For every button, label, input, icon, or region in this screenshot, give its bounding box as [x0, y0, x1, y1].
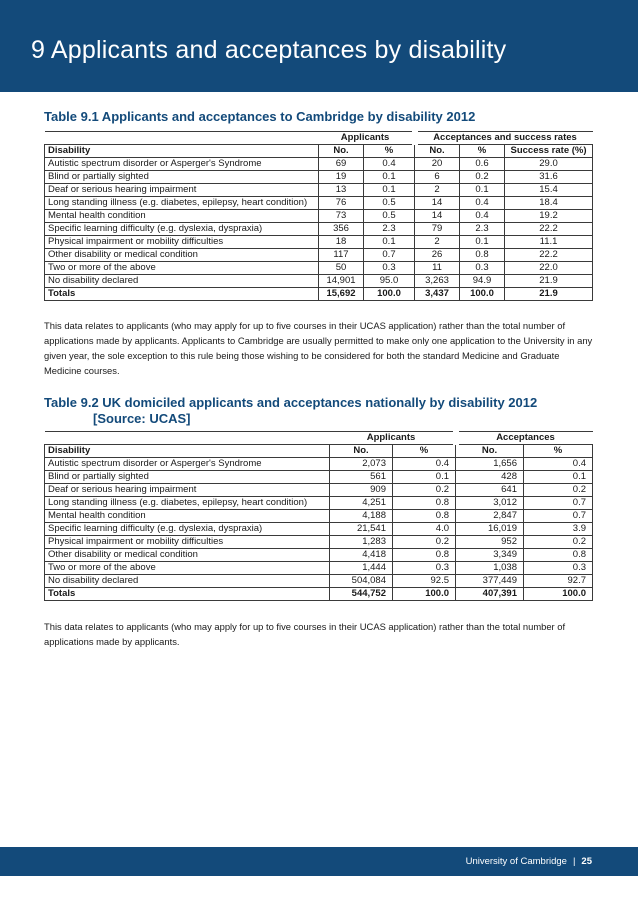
value-cell: 18 — [319, 236, 364, 249]
value-cell: 6 — [415, 171, 460, 184]
table2-column-header-row — [45, 445, 593, 458]
value-cell: 92.7 — [524, 575, 593, 588]
value-cell: 0.2 — [393, 536, 456, 549]
value-cell: 2,073 — [330, 458, 393, 471]
row-label-cell: Long standing illness (e.g. diabetes, epilepsy, heart condition) — [45, 197, 319, 210]
table2-col-acceptances-no: No. — [456, 445, 524, 458]
value-cell: 0.2 — [393, 484, 456, 497]
value-cell: 909 — [330, 484, 393, 497]
value-cell: 1,038 — [456, 562, 524, 575]
value-cell: 1,656 — [456, 458, 524, 471]
table2-col-applicants-no: No. — [330, 445, 393, 458]
totals-value: 100.0 — [393, 588, 456, 601]
footer-separator: | — [572, 856, 576, 867]
row-label-cell: Blind or partially sighted — [45, 471, 330, 484]
row-label-cell: Mental health condition — [45, 510, 330, 523]
table2-title: Table 9.2 UK domiciled applicants and acceptances nationally by disability 2012 — [44, 395, 538, 410]
table-row — [45, 536, 593, 549]
totals-value: 407,391 — [456, 588, 524, 601]
value-cell: 1,283 — [330, 536, 393, 549]
value-cell: 0.5 — [364, 210, 415, 223]
value-cell: 79 — [415, 223, 460, 236]
totals-value: 3,437 — [415, 288, 460, 301]
table1-column-header-row — [45, 145, 593, 158]
table-row — [45, 197, 593, 210]
table2-source: [Source: UCAS] — [93, 411, 191, 426]
value-cell: 26 — [415, 249, 460, 262]
value-cell: 73 — [319, 210, 364, 223]
row-label-cell: No disability declared — [45, 575, 330, 588]
value-cell: 0.6 — [460, 158, 505, 171]
row-label-cell: Physical impairment or mobility difficulties — [45, 536, 330, 549]
table2-col-acceptances-pct: % — [524, 445, 593, 458]
table2-group-header-row — [45, 432, 593, 445]
value-cell: 14 — [415, 210, 460, 223]
value-cell: 31.6 — [505, 171, 593, 184]
row-label-cell: Specific learning difficulty (e.g. dyslexia, dyspraxia) — [45, 223, 319, 236]
table-row — [45, 562, 593, 575]
table1 — [44, 131, 593, 301]
value-cell: 14 — [415, 197, 460, 210]
value-cell: 952 — [456, 536, 524, 549]
value-cell: 69 — [319, 158, 364, 171]
value-cell: 0.2 — [524, 536, 593, 549]
row-label-cell: No disability declared — [45, 275, 319, 288]
value-cell: 561 — [330, 471, 393, 484]
value-cell: 3,349 — [456, 549, 524, 562]
row-label-cell: Specific learning difficulty (e.g. dyslexia, dyspraxia) — [45, 523, 330, 536]
table1-col-applicants-pct: % — [364, 145, 415, 158]
table-row — [45, 171, 593, 184]
value-cell: 0.3 — [524, 562, 593, 575]
table-row — [45, 510, 593, 523]
totals-value: 21.9 — [505, 288, 593, 301]
value-cell: 0.8 — [524, 549, 593, 562]
value-cell: 356 — [319, 223, 364, 236]
value-cell: 16,019 — [456, 523, 524, 536]
table2-group-spacer — [45, 432, 330, 445]
row-label-cell: Physical impairment or mobility difficulties — [45, 236, 319, 249]
value-cell: 0.1 — [460, 236, 505, 249]
value-cell: 0.8 — [393, 510, 456, 523]
table1-note: This data relates to applicants (who may apply for up to five courses in their UCAS application) rather than the total number of applications made by applicants. Applicants to Cambridge are usually permitted to make only one application to the University in any given year, the sole exception to this rule being those wishing to be considered for both the standard Medicine and Graduate Medicine courses. — [44, 320, 593, 376]
value-cell: 0.3 — [393, 562, 456, 575]
value-cell: 22.0 — [505, 262, 593, 275]
value-cell: 4,188 — [330, 510, 393, 523]
value-cell: 21,541 — [330, 523, 393, 536]
table1-group-applicants: Applicants — [319, 132, 415, 145]
totals-value: 544,752 — [330, 588, 393, 601]
table2-group-applicants: Applicants — [330, 432, 456, 445]
row-label-cell: Mental health condition — [45, 210, 319, 223]
table-row — [45, 549, 593, 562]
footer-band — [0, 847, 638, 876]
value-cell: 19 — [319, 171, 364, 184]
value-cell: 0.1 — [364, 171, 415, 184]
value-cell: 14,901 — [319, 275, 364, 288]
header-band — [0, 0, 638, 92]
value-cell: 117 — [319, 249, 364, 262]
value-cell: 3.9 — [524, 523, 593, 536]
table-row — [45, 275, 593, 288]
value-cell: 0.3 — [460, 262, 505, 275]
table1-col-applicants-no: No. — [319, 145, 364, 158]
footer — [466, 856, 592, 867]
row-label-cell: Long standing illness (e.g. diabetes, epilepsy, heart condition) — [45, 497, 330, 510]
totals-value: 15,692 — [319, 288, 364, 301]
value-cell: 0.2 — [524, 484, 593, 497]
row-label-cell: Two or more of the above — [45, 262, 319, 275]
table1-group-acceptances: Acceptances and success rates — [415, 132, 593, 145]
value-cell: 11.1 — [505, 236, 593, 249]
totals-value: 100.0 — [460, 288, 505, 301]
value-cell: 0.7 — [524, 510, 593, 523]
value-cell: 0.8 — [393, 497, 456, 510]
table2-col-applicants-pct: % — [393, 445, 456, 458]
table2-col-disability: Disability — [45, 445, 330, 458]
value-cell: 0.4 — [524, 458, 593, 471]
value-cell: 0.7 — [364, 249, 415, 262]
value-cell: 0.8 — [460, 249, 505, 262]
table1-col-disability: Disability — [45, 145, 319, 158]
totals-value: 100.0 — [524, 588, 593, 601]
value-cell: 94.9 — [460, 275, 505, 288]
value-cell: 92.5 — [393, 575, 456, 588]
value-cell: 0.7 — [524, 497, 593, 510]
value-cell: 29.0 — [505, 158, 593, 171]
table-row — [45, 523, 593, 536]
table-row — [45, 497, 593, 510]
table1-title: Table 9.1 Applicants and acceptances to Cambridge by disability 2012 — [44, 109, 476, 124]
totals-value: 100.0 — [364, 288, 415, 301]
table-row — [45, 223, 593, 236]
totals-label: Totals — [45, 288, 319, 301]
value-cell: 4,418 — [330, 549, 393, 562]
value-cell: 0.4 — [393, 458, 456, 471]
table1-col-success-rate: Success rate (%) — [505, 145, 593, 158]
value-cell: 0.4 — [364, 158, 415, 171]
table-row — [45, 575, 593, 588]
table-row — [45, 249, 593, 262]
value-cell: 0.1 — [364, 236, 415, 249]
table1-group-spacer — [45, 132, 319, 145]
row-label-cell: Deaf or serious hearing impairment — [45, 484, 330, 497]
row-label-cell: Other disability or medical condition — [45, 249, 319, 262]
table2-group-acceptances: Acceptances — [456, 432, 593, 445]
value-cell: 2.3 — [364, 223, 415, 236]
row-label-cell: Other disability or medical condition — [45, 549, 330, 562]
footer-university: University of Cambridge — [465, 856, 567, 867]
value-cell: 2 — [415, 236, 460, 249]
row-label-cell: Autistic spectrum disorder or Asperger's Syndrome — [45, 458, 330, 471]
row-label-cell: Autistic spectrum disorder or Asperger's Syndrome — [45, 158, 319, 171]
value-cell: 18.4 — [505, 197, 593, 210]
value-cell: 0.2 — [460, 171, 505, 184]
table1-col-acceptances-no: No. — [415, 145, 460, 158]
totals-row — [45, 588, 593, 601]
totals-label: Totals — [45, 588, 330, 601]
table2-note: This data relates to applicants (who may apply for up to five courses in their UCAS application) rather than the total number of applications made by applicants. — [44, 621, 566, 647]
table-row — [45, 458, 593, 471]
value-cell: 3,012 — [456, 497, 524, 510]
value-cell: 11 — [415, 262, 460, 275]
value-cell: 377,449 — [456, 575, 524, 588]
table-row — [45, 236, 593, 249]
value-cell: 1,444 — [330, 562, 393, 575]
value-cell: 0.3 — [364, 262, 415, 275]
value-cell: 15.4 — [505, 184, 593, 197]
page-number: 25 — [581, 856, 592, 867]
table-row — [45, 262, 593, 275]
value-cell: 0.8 — [393, 549, 456, 562]
value-cell: 4,251 — [330, 497, 393, 510]
value-cell: 2.3 — [460, 223, 505, 236]
table-row — [45, 471, 593, 484]
value-cell: 0.5 — [364, 197, 415, 210]
value-cell: 0.4 — [460, 197, 505, 210]
table1-col-acceptances-pct: % — [460, 145, 505, 158]
row-label-cell: Blind or partially sighted — [45, 171, 319, 184]
table-row — [45, 158, 593, 171]
value-cell: 76 — [319, 197, 364, 210]
value-cell: 641 — [456, 484, 524, 497]
totals-row — [45, 288, 593, 301]
value-cell: 21.9 — [505, 275, 593, 288]
value-cell: 20 — [415, 158, 460, 171]
value-cell: 2 — [415, 184, 460, 197]
page-title: 9 Applicants and acceptances by disability — [31, 36, 507, 64]
value-cell: 0.1 — [393, 471, 456, 484]
value-cell: 3,263 — [415, 275, 460, 288]
row-label-cell: Two or more of the above — [45, 562, 330, 575]
value-cell: 2,847 — [456, 510, 524, 523]
value-cell: 22.2 — [505, 249, 593, 262]
table-row — [45, 184, 593, 197]
value-cell: 4.0 — [393, 523, 456, 536]
value-cell: 0.4 — [460, 210, 505, 223]
value-cell: 13 — [319, 184, 364, 197]
value-cell: 0.1 — [364, 184, 415, 197]
row-label-cell: Deaf or serious hearing impairment — [45, 184, 319, 197]
table2 — [44, 431, 593, 601]
value-cell: 504,084 — [330, 575, 393, 588]
table-row — [45, 210, 593, 223]
value-cell: 0.1 — [524, 471, 593, 484]
value-cell: 0.1 — [460, 184, 505, 197]
table1-group-header-row — [45, 132, 593, 145]
value-cell: 19.2 — [505, 210, 593, 223]
value-cell: 95.0 — [364, 275, 415, 288]
value-cell: 50 — [319, 262, 364, 275]
table-row — [45, 484, 593, 497]
value-cell: 428 — [456, 471, 524, 484]
value-cell: 22.2 — [505, 223, 593, 236]
